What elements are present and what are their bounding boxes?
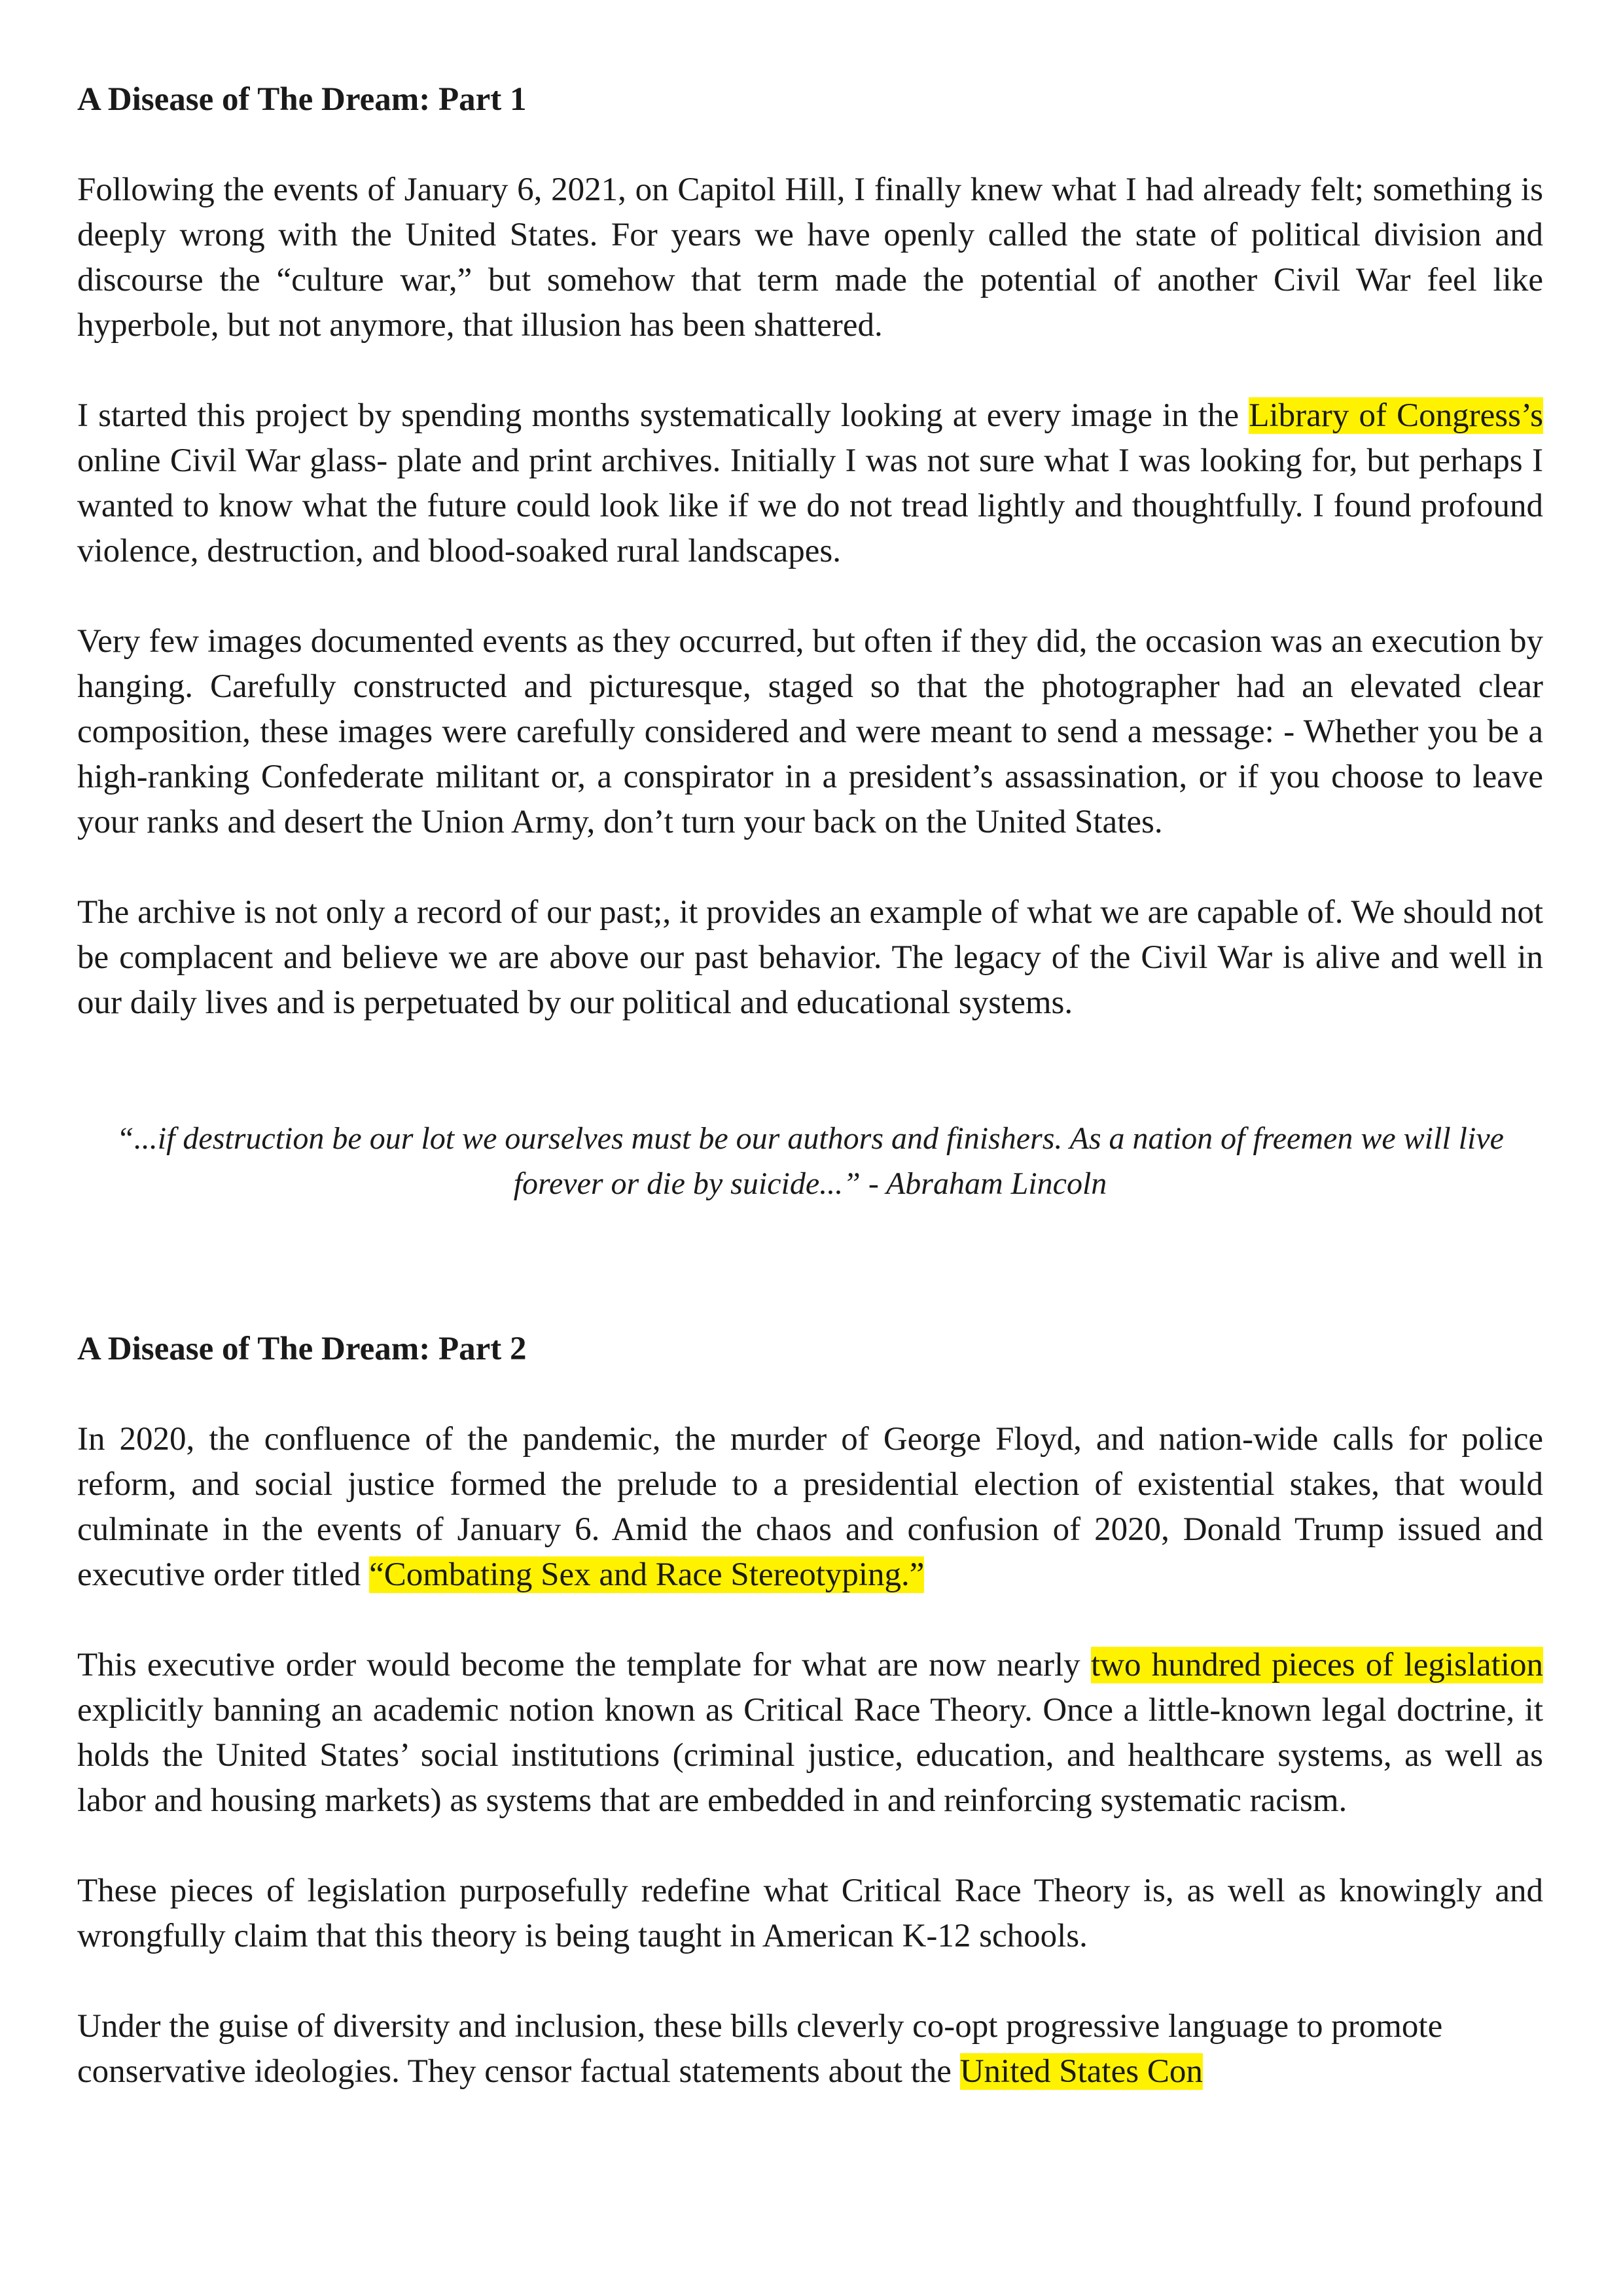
- text-run: explicitly banning an academic notion known as Critical Race Theory. Once a little-known legal doctrine, it holds the United States’ social institutions (criminal justice, education, and healthcare systems, as well as labor and housing markets) as systems that are embedded in and reinforcing systematic racism.: [77, 1692, 1543, 1819]
- part1-paragraph-4: The archive is not only a record of our past;, it provides an example of what we are capable of. We should not be complacent and believe we are above our past behavior. The legacy of the Civil War is alive and well in our daily lives and is perpetuated by our political and educational systems.: [77, 894, 1543, 1021]
- lincoln-quote: “...if destruction be our lot we ourselves must be our authors and finishers. As a nation of freemen we will live forever or die by suicide...” - Abraham Lincoln: [116, 1121, 1504, 1201]
- part1-paragraph-1: Following the events of January 6, 2021, on Capitol Hill, I finally knew what I had already felt; something is deeply wrong with the United States. For years we have openly called the state of political division and discourse the “culture war,” but somehow that term made the potential of another Civil War feel like hyperbole, but not anymore, that illusion has been shattered.: [77, 171, 1543, 344]
- highlighted-text: two hundred pieces of legislation: [1090, 1647, 1543, 1683]
- highlighted-text: Library of Congress’s: [1249, 397, 1543, 434]
- part2-heading: A Disease of The Dream: Part 2: [77, 1331, 527, 1367]
- highlighted-text: “Combating Sex and Race Stereotyping.”: [369, 1556, 925, 1593]
- text-run: In 2020, the confluence of the pandemic, the murder of George Floyd, and nation-wide calls for police reform, and social justice formed the prelude to a presidential election of existential stakes, that would culminate in the events of January 6. Amid the chaos and confusion of 2020, Donald Trump issued and executive order titled: [77, 1421, 1543, 1593]
- part2-paragraph-3: These pieces of legislation purposefully redefine what Critical Race Theory is, as well as knowingly and wrongfully claim that this theory is being taught in American K-12 schools.: [77, 1873, 1543, 1954]
- text-run: I started this project by spending months systematically looking at every image in the: [77, 397, 1249, 434]
- text-run: online Civil War glass- plate and print archives. Initially I was not sure what I was looking for, but perhaps I wanted to know what the future could look like if we do not tread lightly and thoughtfully. I found profound violence, destruction, and blood-soaked rural landscapes.: [77, 442, 1543, 569]
- part2-paragraph-1: [77, 1417, 1543, 1598]
- text-run: Under the guise of diversity and inclusion, these bills cleverly co-opt progressive language to promote conservative ideologies. They censor factual statements about the: [77, 2008, 1443, 2090]
- text-run: This executive order would become the template for what are now nearly: [77, 1647, 1091, 1683]
- part1-heading: A Disease of The Dream: Part 1: [77, 81, 527, 118]
- part2-paragraph-4: [77, 2004, 1543, 2094]
- document-page: [77, 77, 1543, 2140]
- part1-paragraph-3: Very few images documented events as they occurred, but often if they did, the occasion was an execution by hanging. Carefully constructed and picturesque, staged so that the photographer had an elevated clear composition, these images were carefully considered and were meant to send a message: - Whether you be a high-ranking Confederate militant or, a conspirator in a president’s assassination, or if you choose to leave your ranks and desert the Union Army, don’t turn your back on the United States.: [77, 623, 1543, 840]
- part1-paragraph-2: [77, 393, 1543, 574]
- part2-paragraph-2: [77, 1643, 1543, 1823]
- highlighted-text: United States Con: [959, 2053, 1203, 2090]
